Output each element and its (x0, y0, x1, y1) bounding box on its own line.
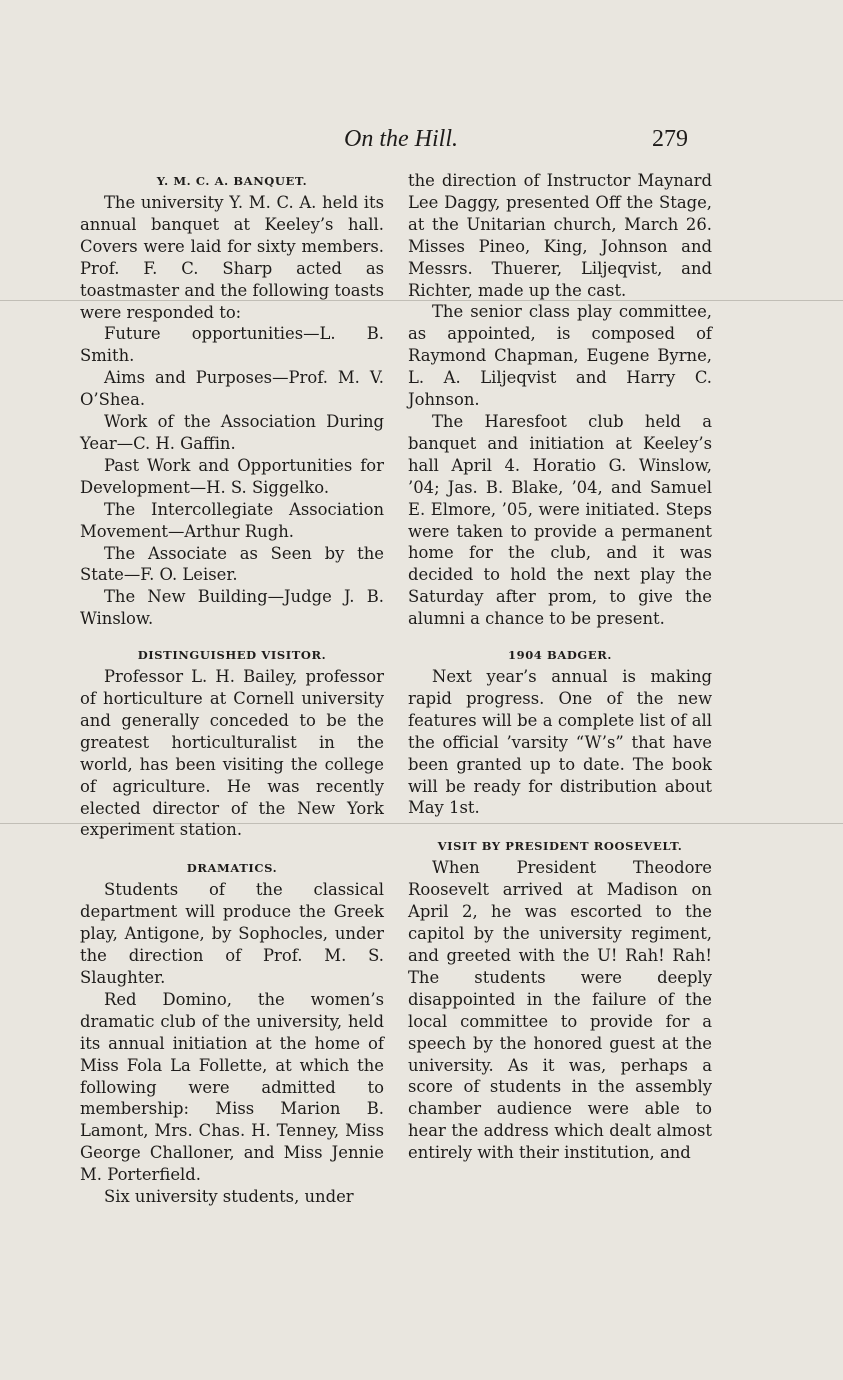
roosevelt-paragraph: When President Theodore Roosevelt arrived at Madison on April 2, he was escorted to the capitol by the university regiment, and greeted with the U! Rah! Rah! The students were deeply disappointed in the failure of the local committee to provide for a speech by the honored guest at the university. As it was, perhaps a score of students in the assembly chamber audience were able to hear the address which dealt almost entirely with their institution, and (408, 858, 712, 1163)
badger-paragraph: Next year’s annual is making rapid progress. One of the new features will be a complete list of all the official ’varsity “W’s” that have been granted up to date. The book will be ready for distribution about May 1st. (408, 667, 712, 818)
dramatics-paragraph: The senior class play committee, as appointed, is composed of Raymond Chapman, Eugene Byrne, L. A. Liljeqvist and Harry C. Johnson. (408, 302, 712, 410)
page-number: 279 (652, 126, 688, 152)
toast-item: Work of the Association During Year—C. H. Gaffin. (80, 412, 384, 453)
left-column (80, 170, 384, 1208)
ymca-banquet-heading: Y. M. C. A. BANQUET. (156, 174, 308, 188)
right-column (408, 170, 712, 1164)
toast-item: Aims and Purposes—Prof. M. V. O’Shea. (80, 368, 384, 410)
running-title: On the Hill. (344, 126, 458, 152)
dramatics-paragraph: Six university students, under (104, 1187, 354, 1207)
toast-item: The Intercollegiate Association Movement—Arthur Rugh. (80, 499, 384, 541)
roosevelt-visit-heading: VISIT BY PRESIDENT ROOSEVELT. (437, 839, 683, 854)
ymca-paragraph: The university Y. M. C. A. held its annual banquet at Keeley’s hall. Covers were laid for sixty members. Prof. F. C. Sharp acted as toastmaster and the following toasts were responded to: (80, 193, 384, 322)
badger-heading: 1904 BADGER. (508, 648, 612, 663)
dramatics-paragraph: Students of the classical department will produce the Greek play, Antigone, by Sophocles, under the direction of Prof. M. S. Slaughter. (80, 880, 384, 987)
distinguished-visitor-heading: DISTINGUISHED VISITOR. (137, 648, 327, 663)
dramatics-paragraph: Red Domino, the women’s dramatic club of the university, held its annual initiation at the home of Miss Fola La Follette, at which the following were admitted to membership: Miss Marion B. Lamont, Mrs. Chas. H. Tenney, Miss George Challoner, and Miss Jennie M. Porterfield. (80, 989, 384, 1185)
toast-item: The Associate as Seen by the State—F. O. Leiser. (80, 543, 384, 585)
running-head (0, 124, 843, 158)
toast-item: The New Building—Judge J. B. Winslow. (80, 587, 384, 629)
toast-item: Past Work and Opportunities for Development—H. S. Siggelko. (80, 455, 384, 497)
visitor-paragraph: Professor L. H. Bailey, professor of horticulture at Cornell university and generally conceded to be the greatest horticulturalist in the world, has been visiting the college of agriculture. He was recently elected director of the New York experiment station. (80, 667, 384, 840)
dramatics-continued-paragraph: the direction of Instructor Maynard Lee Daggy, presented Off the Stage, at the Unitarian church, March 26. Misses Pineo, King, Johnson and Messrs. Thuerer, Liljeqvist, and Richter, made up the cast. (408, 171, 712, 300)
toast-item: Future opportunities—L. B. Smith. (80, 324, 384, 366)
dramatics-heading: DRAMATICS. (186, 861, 278, 876)
dramatics-paragraph: The Haresfoot club held a banquet and initiation at Keeley’s hall April 4. Horatio G. Winslow, ’04; Jas. B. Blake, ’04, and Samuel E. Elmore, ’05, were initiated. Steps were taken to provide a permanent home for the club, and it was decided to hold the next play the Saturday after prom, to give the alumni a chance to be present. (408, 411, 712, 629)
